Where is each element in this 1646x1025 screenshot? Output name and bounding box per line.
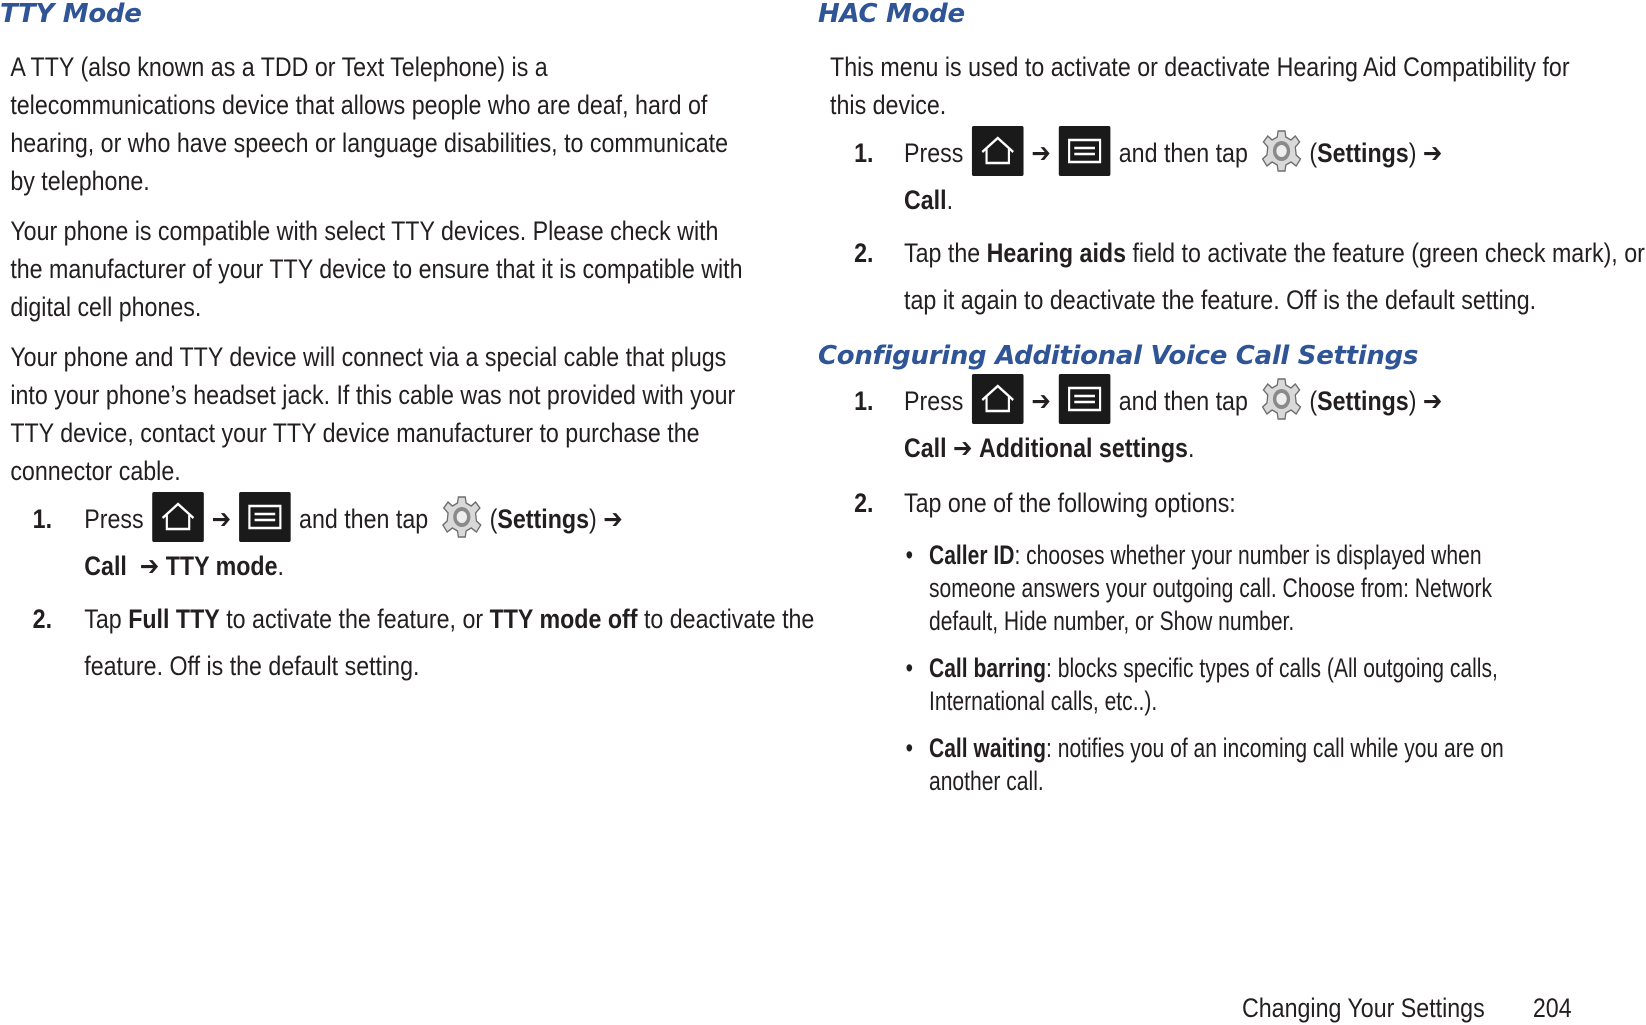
step-number: 1. <box>854 386 874 416</box>
tty-compatibility-paragraph: Your phone is compatible with select TTY devices. Please check with the manufacturer of your TTY device to ensure that it is compatible with digital cell phones. <box>10 216 743 322</box>
bullet-icon: • <box>905 733 913 763</box>
step-number: 1. <box>32 504 53 534</box>
page-footer <box>1242 993 1572 1024</box>
additional-settings-label: Additional settings <box>978 433 1188 463</box>
menu-key-icon <box>239 492 291 542</box>
hac-step-2 <box>818 230 1646 324</box>
step-text: Press ➔ and then tap (Settings) ➔ Call ➔ Additional settings. <box>904 378 1646 472</box>
tty-mode-heading: TTY Mode <box>0 0 142 29</box>
call-label: Call <box>904 433 947 463</box>
additional-step-2 <box>818 480 1646 527</box>
section-title: Changing Your Settings <box>1242 993 1485 1023</box>
step-text <box>904 230 1646 324</box>
step-text: Press ➔ and then tap (Settings) ➔ Call. <box>904 130 1646 224</box>
step-text: Tap one of the following options: <box>904 488 1236 518</box>
settings-gear-icon <box>438 492 486 542</box>
and-then-tap-label: and then tap <box>1118 138 1248 168</box>
menu-key-icon <box>1059 126 1111 176</box>
press-label: Press <box>904 386 964 416</box>
tap-label: Tap <box>84 604 122 634</box>
caller-id-desc: : chooses whether your number is displayed when someone answers your outgoing call. Choose from: Network default, Hide number, or Show number. <box>929 540 1493 636</box>
bullet-icon: • <box>905 653 913 683</box>
caller-id-label: Caller ID <box>929 540 1015 570</box>
tty-step-1 <box>0 496 827 590</box>
call-waiting-label: Call waiting <box>929 733 1047 763</box>
settings-gear-icon <box>1258 374 1306 424</box>
arrow-icon: ➔ <box>603 504 623 534</box>
settings-gear-icon <box>1258 126 1306 176</box>
step-text <box>84 596 827 690</box>
list-item <box>905 539 1561 638</box>
hac-step-1 <box>818 130 1646 224</box>
step-mid-text: to activate the feature, or <box>226 604 484 634</box>
press-label: Press <box>904 138 964 168</box>
settings-label: Settings <box>1317 138 1409 168</box>
home-key-icon <box>972 374 1024 424</box>
step-number: 2. <box>854 238 874 268</box>
additional-settings-heading: Configuring Additional Voice Call Settings <box>818 341 1419 371</box>
tty-cable-paragraph: Your phone and TTY device will connect via a special cable that plugs into your phone’s headset jack. If this cable was not provided with your TTY device, contact your TTY device manufacturer to purchase the connector cable. <box>10 342 736 486</box>
arrow-icon: ➔ <box>1422 138 1443 168</box>
step-number: 2. <box>854 488 874 518</box>
tty-step-2 <box>0 596 827 690</box>
arrow-icon: ➔ <box>139 551 160 581</box>
arrow-icon: ➔ <box>1031 386 1051 416</box>
bullet-icon: • <box>905 540 913 570</box>
tty-intro-paragraph: A TTY (also known as a TDD or Text Telephone) is a telecommunications device that allows people who are deaf, hard of hearing, or who have speech or language disabilities, to communicate by telephone. <box>10 52 728 196</box>
list-item <box>905 732 1561 798</box>
tap-the-label: Tap the <box>904 238 981 268</box>
hac-mode-heading: HAC Mode <box>818 0 965 29</box>
options-list <box>818 539 1562 798</box>
tty-mode-label: TTY mode <box>165 551 278 581</box>
left-column <box>0 0 815 690</box>
step-number: 2. <box>32 604 53 634</box>
home-key-icon <box>972 126 1024 176</box>
right-column <box>818 0 1645 798</box>
call-label: Call <box>904 185 947 215</box>
step-end-text: to deactivate the feature. Off is the default setting. <box>84 604 815 681</box>
call-waiting-desc: : notifies you of an incoming call while you are on another call. <box>929 733 1504 796</box>
step-text: Press ➔ and then tap (Settings) ➔ Call ➔ TTY mode. <box>84 496 827 590</box>
arrow-icon: ➔ <box>953 433 973 463</box>
step-end-text: field to activate the feature (green check mark), or tap it again to deactivate the feature. Off is the default setting. <box>904 238 1645 315</box>
tty-mode-off-label: TTY mode off <box>489 604 638 634</box>
settings-label: Settings <box>497 504 590 534</box>
full-tty-label: Full TTY <box>128 604 220 634</box>
additional-step-1 <box>818 378 1646 472</box>
home-key-icon <box>152 492 204 542</box>
arrow-icon: ➔ <box>1422 386 1443 416</box>
list-item <box>905 652 1561 718</box>
arrow-icon: ➔ <box>1031 138 1051 168</box>
and-then-tap-label: and then tap <box>1118 386 1248 416</box>
menu-key-icon <box>1059 374 1111 424</box>
call-barring-label: Call barring <box>929 653 1047 683</box>
arrow-icon: ➔ <box>211 504 232 534</box>
call-label: Call <box>84 551 127 581</box>
page-number: 204 <box>1532 993 1572 1023</box>
hearing-aids-label: Hearing aids <box>986 238 1127 268</box>
call-barring-desc: : blocks specific types of calls (All outgoing calls, International calls, etc..). <box>929 653 1498 716</box>
settings-label: Settings <box>1317 386 1409 416</box>
hac-intro-paragraph: This menu is used to activate or deactivate Hearing Aid Compatibility for this device. <box>830 52 1570 120</box>
and-then-tap-label: and then tap <box>299 504 429 534</box>
press-label: Press <box>84 504 144 534</box>
step-number: 1. <box>854 138 874 168</box>
